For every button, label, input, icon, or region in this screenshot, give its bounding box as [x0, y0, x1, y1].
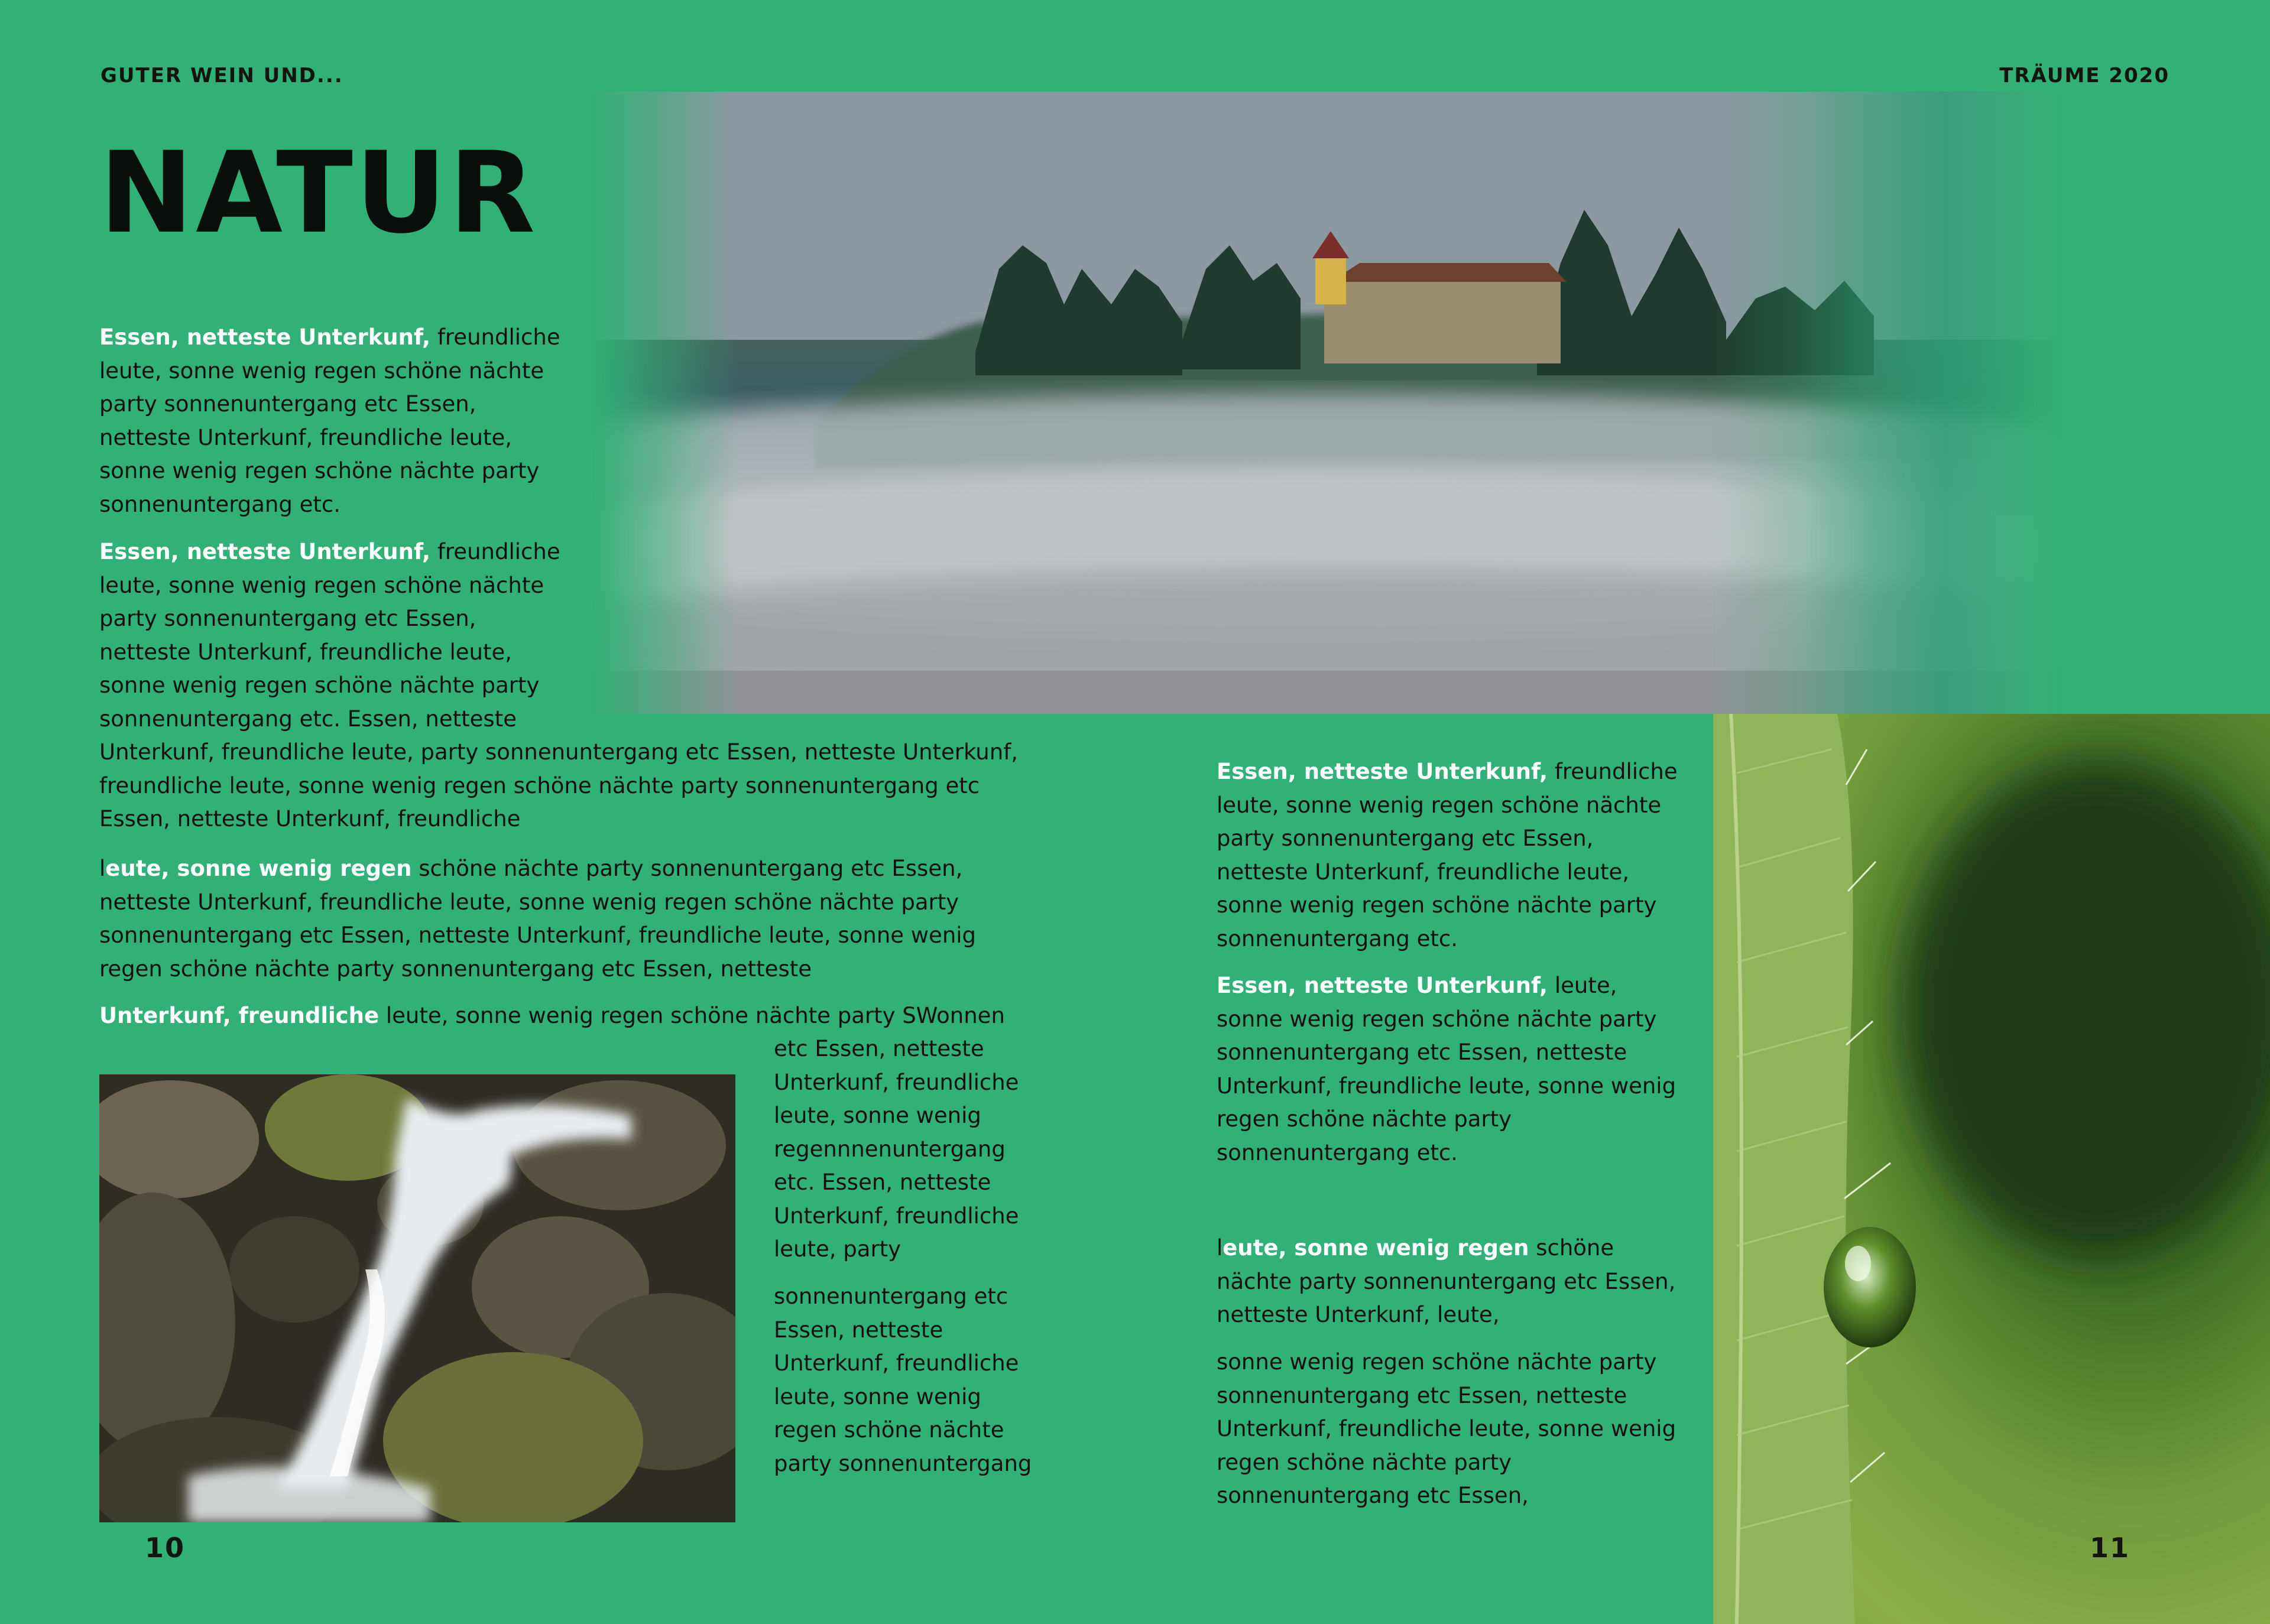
running-head-right: TRÄUME 2020: [1999, 64, 2170, 87]
left-paragraph-2: [99, 535, 572, 736]
left-paragraph-3: [99, 852, 1045, 986]
paragraph-initial: l: [99, 856, 106, 881]
page-number-left: 10: [145, 1532, 186, 1564]
paragraph-initial: l: [1217, 1235, 1223, 1261]
right-paragraph-3: [1217, 1232, 1684, 1332]
page-title: NATUR: [99, 128, 538, 258]
paragraph-lead: Essen, netteste Unterkunf,: [1217, 973, 1548, 998]
waterfall-photo: [99, 1074, 735, 1522]
paragraph-lead: Essen, netteste Unterkunf,: [99, 324, 431, 350]
paragraph-text: leute, sonne wenig regen schöne nächte party sonnenuntergang etc Essen, netteste Unterkunf, freundliche leute, sonne wenig regen schöne nächte party sonnenuntergang etc.: [1217, 973, 1676, 1165]
paragraph-lead: Essen, netteste Unterkunf,: [1217, 759, 1548, 784]
right-paragraph-4: sonne wenig regen schöne nächte party sonnenuntergang etc Essen, netteste Unterkunf, freundliche leute, sonne wenig regen schöne nächte party sonnenuntergang etc Essen,: [1217, 1349, 1676, 1508]
paragraph-text: freundliche leute, sonne wenig regen schöne nächte party sonnenuntergang etc Essen, netteste Unterkunf, freundliche leute, sonne wenig regen schöne nächte party sonnenuntergang etc.: [1217, 759, 1678, 951]
paragraph-text: schöne nächte party sonnenuntergang etc Essen, netteste Unterkunf, freundliche leute, sonne wenig regen schöne nächte party sonnenuntergang etc Essen, netteste Unterkunf, freundliche leute, sonne wenig regen schöne nächte party sonnenuntergang etc Essen, netteste: [99, 856, 977, 982]
leaf-drop-photo: [1713, 714, 2270, 1624]
left-paragraph-2-wide: Unterkunf, freundliche leute, party sonnenuntergang etc Essen, netteste Unterkunf, freundliche leute, sonne wenig regen schöne nächte party sonnenuntergang etc Essen, netteste Unterkunf, freundliche: [99, 739, 1018, 832]
paragraph-text: freundliche leute, sonne wenig regen schöne nächte party sonnenuntergang etc Essen, netteste Unterkunf, freundliche leute, sonne wenig regen schöne nächte party sonnenuntergang etc. Essen, netteste: [99, 539, 560, 732]
left-paragraph-1: [99, 321, 572, 521]
right-paragraph-2: [1217, 969, 1684, 1170]
paragraph-lead: Unterkunf, freundliche: [99, 1003, 380, 1028]
running-head-left: GUTER WEIN UND...: [100, 64, 343, 87]
left-narrow-column-b: sonnenuntergang etc Essen, netteste Unterkunf, freundliche leute, sonne wenig regen schöne nächte party sonnenuntergang: [774, 1284, 1032, 1476]
paragraph-lead: eute, sonne wenig regen: [1222, 1235, 1529, 1261]
paragraph-text: schöne nächte party sonnenuntergang etc Essen, netteste Unterkunf, leute,: [1217, 1235, 1676, 1327]
page-number-right: 11: [2090, 1532, 2130, 1564]
left-paragraph-4: [99, 999, 1045, 1033]
paragraph-text: freundliche leute, sonne wenig regen schöne nächte party sonnenuntergang etc Essen, netteste Unterkunf, freundliche leute, sonne wenig regen schöne nächte party sonnenuntergang etc.: [99, 324, 560, 517]
right-paragraph-1: [1217, 755, 1684, 956]
left-narrow-column-a: etc Essen, netteste Unterkunf, freundliche leute, sonne wenig regennnenuntergang etc. Essen, netteste Unterkunf, freundliche leute, party: [774, 1036, 1019, 1262]
paragraph-lead: eute, sonne wenig regen: [105, 856, 412, 881]
paragraph-lead: Essen, netteste Unterkunf,: [99, 539, 431, 564]
photo-fade-overlay: [1803, 92, 2039, 714]
paragraph-text: leute, sonne wenig regen schöne nächte party SWonnen: [379, 1003, 1005, 1028]
